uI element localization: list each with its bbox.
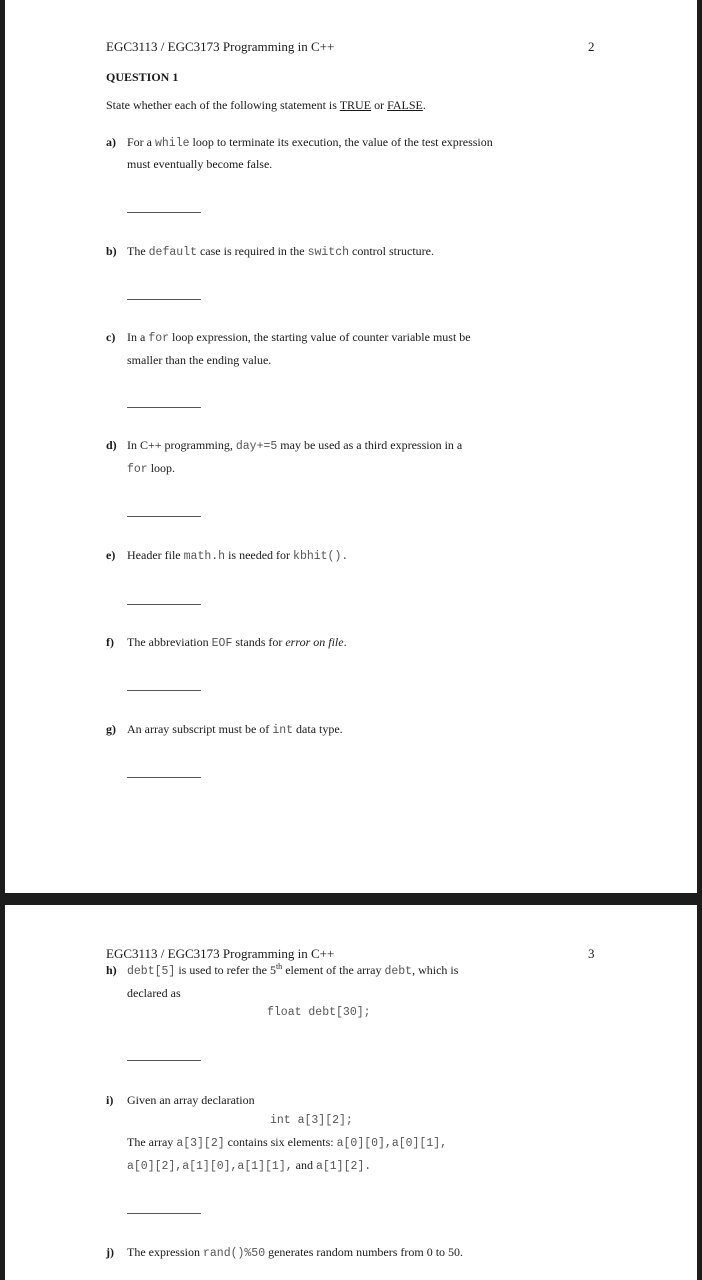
instruction-text: State whether each of the following statement is <box>106 98 340 112</box>
text: and <box>292 1158 316 1172</box>
item-g-line1 <box>127 722 343 738</box>
item-e-line1 <box>127 548 348 564</box>
code-debt-5: debt[5] <box>127 965 176 978</box>
item-a-label: a) <box>106 135 116 149</box>
instruction <box>106 98 426 112</box>
answer-blank-e[interactable] <box>127 604 201 605</box>
text: control structure. <box>349 244 434 258</box>
exam-page-3 <box>5 905 697 1280</box>
item-c-line2: smaller than the ending value. <box>127 353 272 367</box>
answer-blank-c[interactable] <box>127 407 201 408</box>
text: generates random numbers from 0 to 50. <box>265 1245 464 1259</box>
text: . <box>343 635 347 649</box>
item-e-label: e) <box>106 548 116 562</box>
item-a-line1 <box>127 135 493 151</box>
superscript: th <box>275 962 283 971</box>
text: loop. <box>147 461 176 475</box>
item-i-line4 <box>127 1158 371 1174</box>
answer-blank-a[interactable] <box>127 212 201 213</box>
item-j-line1 <box>127 1245 463 1261</box>
item-f-label: f) <box>106 635 114 649</box>
page-number: 2 <box>588 39 595 54</box>
item-h-line1 <box>127 963 458 979</box>
text: is needed for <box>225 548 294 562</box>
code-declaration: int a[3][2]; <box>270 1114 353 1127</box>
code-rand: rand()%50 <box>202 1247 266 1260</box>
text: The array <box>127 1135 177 1149</box>
text: , which is <box>412 963 459 977</box>
item-i-label: i) <box>106 1093 114 1107</box>
page-header: EGC3113 / EGC3173 Programming in C++ <box>106 946 335 961</box>
item-h-label: h) <box>106 963 117 977</box>
text: element of the array <box>282 963 385 977</box>
false-word: FALSE <box>387 98 423 112</box>
text: An array subscript must be of <box>127 722 273 736</box>
code-debt: debt <box>384 965 413 978</box>
code-elements: a[0][0],a[0][1], <box>336 1137 448 1150</box>
text: In C++ programming, <box>127 438 236 452</box>
text: The abbreviation <box>127 635 212 649</box>
item-i-line3 <box>127 1135 447 1151</box>
code-for: for <box>127 463 148 476</box>
item-g-label: g) <box>106 722 116 736</box>
code-math-h: math.h <box>183 550 226 563</box>
code-a32: a[3][2] <box>176 1137 225 1150</box>
item-d-label: d) <box>106 438 117 452</box>
answer-blank-b[interactable] <box>127 299 201 300</box>
answer-blank-h[interactable] <box>127 1060 201 1061</box>
code-elements: a[0][2],a[1][0],a[1][1], <box>127 1160 293 1173</box>
answer-blank-d[interactable] <box>127 516 201 517</box>
answer-blank-g[interactable] <box>127 777 201 778</box>
item-b-line1 <box>127 244 434 260</box>
text: case is required in the <box>196 244 308 258</box>
page-header: EGC3113 / EGC3173 Programming in C++ <box>106 39 335 54</box>
code-default: default <box>148 246 197 259</box>
item-i-line1: Given an array declaration <box>127 1093 255 1107</box>
text: Header file <box>127 548 184 562</box>
code-while: while <box>155 137 190 150</box>
italic-text: error on file <box>285 635 344 649</box>
item-d-line2 <box>127 461 175 477</box>
answer-blank-f[interactable] <box>127 690 201 691</box>
code-eof: EOF <box>211 637 233 650</box>
exam-page-2 <box>5 0 697 893</box>
text: contains six elements: <box>224 1135 337 1149</box>
item-f-line1 <box>127 635 347 651</box>
text: In a <box>127 330 149 344</box>
code-elements: a[1][2]. <box>315 1160 372 1173</box>
code-switch: switch <box>307 246 350 259</box>
text: loop to terminate its execution, the value of the test expression <box>189 135 493 149</box>
item-c-label: c) <box>106 330 116 344</box>
text: The <box>127 244 149 258</box>
code-kbhit: kbhit(). <box>293 550 349 563</box>
text: may be used as a third expression in a <box>277 438 463 452</box>
code-int: int <box>272 724 294 737</box>
text: For a <box>127 135 155 149</box>
code-for: for <box>148 332 170 345</box>
code-day: day+=5 <box>235 440 278 453</box>
text: stands for <box>232 635 286 649</box>
or-word: or <box>371 98 388 112</box>
text: loop expression, the starting value of counter variable must be <box>169 330 471 344</box>
code-declaration: float debt[30]; <box>267 1006 371 1019</box>
item-j-label: j) <box>106 1245 114 1259</box>
page-number: 3 <box>588 946 595 961</box>
text: is used to refer the 5 <box>175 963 276 977</box>
item-h-line2: declared as <box>127 986 181 1000</box>
item-b-label: b) <box>106 244 117 258</box>
text: The expression <box>127 1245 203 1259</box>
item-c-line1 <box>127 330 471 346</box>
item-d-line1 <box>127 438 462 454</box>
true-word: TRUE <box>339 98 372 112</box>
item-a-line2: must eventually become false. <box>127 157 273 171</box>
question-title: QUESTION 1 <box>106 70 179 84</box>
answer-blank-i[interactable] <box>127 1213 201 1214</box>
text: data type. <box>293 722 343 736</box>
instruction-end: . <box>422 98 426 112</box>
